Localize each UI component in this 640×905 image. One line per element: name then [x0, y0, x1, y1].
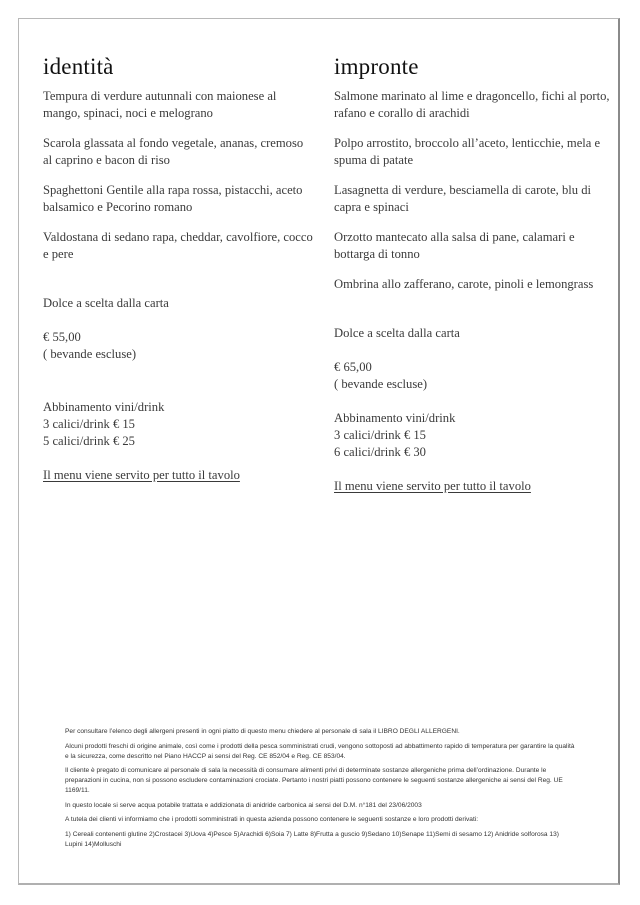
price-block	[334, 359, 614, 393]
pairing-option: 6 calici/drink € 30	[334, 445, 426, 459]
dish-item: Salmone marinato al lime e dragoncello, fichi al porto, rafano e corallo di arachidi	[334, 89, 610, 120]
allergen-list: 1) Cereali contenenti glutine 2)Crostacei 3)Uova 4)Pesce 5)Arachidi 6)Soia 7) Latte 8)Frutta a guscio 9)Sedano 10)Senape 11)Semi di sesamo 12) Anidride solforosa 13) Lupini 14)Molluschi	[65, 830, 559, 848]
spacer	[43, 380, 313, 399]
menu-price: € 55,00	[43, 330, 81, 344]
spacer	[43, 276, 313, 295]
pairing-option: 3 calici/drink € 15	[334, 428, 426, 442]
dish-item: Tempura di verdure autunnali con maionese al mango, spinaci, noci e melograno	[43, 89, 277, 120]
pairing-block	[43, 399, 313, 450]
dish-item: Ombrina allo zafferano, carote, pinoli e lemongrass	[334, 277, 594, 291]
footer-paragraph: Per consultare l’elenco degli allergeni presenti in ogni piatto di questo menu chiedere al personale di sala il LIBRO DEGLI ALLERGENI.	[65, 728, 460, 735]
footer-paragraph: Il cliente è pregato di comunicare al personale di sala la necessità di consumare alimenti privi di determinate sostanze allergeniche prima dell’ordinazione. Durante le preparazioni in cucina, non si possono escludere contaminazioni crociate. Pertanto i nostri piatti possono contenere le seguenti sostanze allergeniche ai sensi del Reg. UE 1169/11.	[65, 767, 563, 794]
dish-item: Scarola glassata al fondo vegetale, ananas, cremoso al caprino e bacon di riso	[43, 136, 304, 167]
dish-item: Orzotto mantecato alla salsa di pane, calamari e bottarga di tonno	[334, 230, 575, 261]
pairing-option: 5 calici/drink € 25	[43, 434, 135, 448]
dish-item: Spaghettoni Gentile alla rapa rossa, pistacchi, aceto balsamico e Pecorino romano	[43, 183, 303, 214]
menu-impronte	[334, 52, 614, 495]
menu-title: identità	[43, 54, 114, 79]
table-note: Il menu viene servito per tutto il tavolo	[43, 468, 240, 482]
menu-price: € 65,00	[334, 360, 372, 374]
pairing-title: Abbinamento vini/drink	[43, 400, 165, 414]
price-block	[43, 329, 313, 363]
table-note: Il menu viene servito per tutto il tavolo	[334, 479, 531, 493]
price-note: ( bevande escluse)	[334, 377, 428, 391]
allergen-notice	[65, 727, 575, 854]
dish-item: Valdostana di sedano rapa, cheddar, cavolfiore, cocco e pere	[43, 230, 313, 261]
price-note: ( bevande escluse)	[43, 347, 137, 361]
footer-paragraph: Alcuni prodotti freschi di origine animale, così come i prodotti della pesca somministrati crudi, vengono sottoposti ad abbattimento rapido di temperatura per garantire la qualità e la sicurezza, come descritto nel Piano HACCP ai sensi del Reg. CE 852/04 e Reg. CE 853/04.	[65, 742, 575, 760]
dish-item: Lasagnetta di verdure, besciamella di carote, blu di capra e spinaci	[334, 183, 592, 214]
menu-title: impronte	[334, 54, 419, 79]
pairing-option: 3 calici/drink € 15	[43, 417, 135, 431]
footer-paragraph: In questo locale si serve acqua potabile trattata e addizionata di anidride carbonica ai sensi del D.M. n°181 del 23/06/2003	[65, 801, 422, 809]
dessert-line: Dolce a scelta dalla carta	[43, 296, 169, 310]
spacer	[334, 306, 614, 325]
pairing-title: Abbinamento vini/drink	[334, 411, 456, 425]
pairing-block	[334, 410, 614, 461]
dish-item: Polpo arrostito, broccolo all’aceto, lenticchie, mela e spuma di patate	[334, 136, 601, 167]
dessert-line: Dolce a scelta dalla carta	[334, 326, 460, 340]
footer-paragraph: A tutela dei clienti vi informiamo che i prodotti somministrati in questa azienda possono contenere le seguenti sostanze e loro prodotti derivati:	[65, 816, 479, 823]
menu-identita	[43, 52, 313, 484]
